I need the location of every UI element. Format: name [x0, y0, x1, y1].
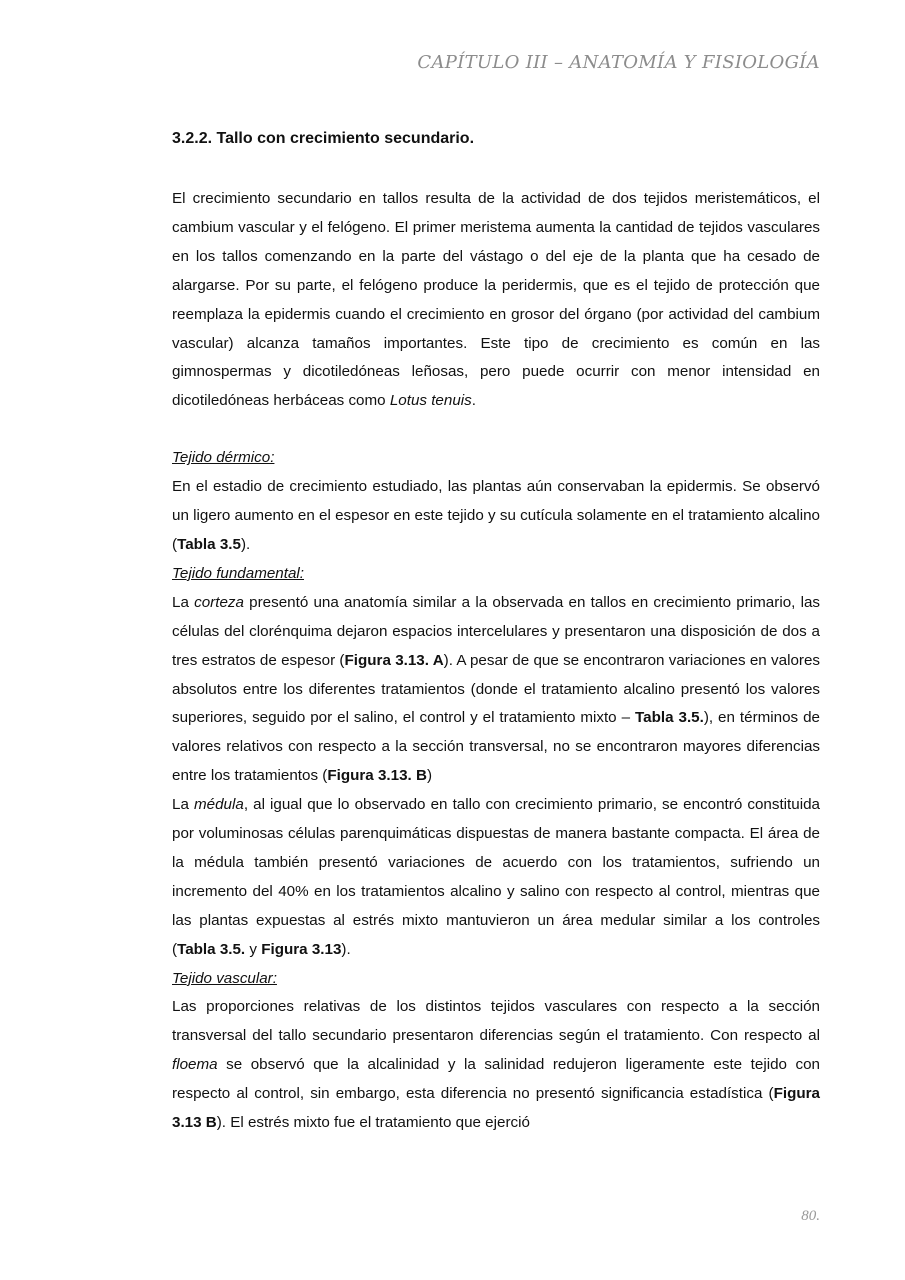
corteza-paragraph: [172, 589, 820, 791]
vascular-paragraph: [172, 993, 820, 1138]
table-reference: Tabla 3.5: [177, 535, 241, 553]
figure-reference: Figura 3.13 B: [172, 1085, 820, 1132]
vascular-text: Las proporciones relativas de los distintos tejidos vasculares con respecto a la sección transversal del tallo secundario presentaron diferencias según el tratamiento. Con respecto al: [172, 998, 820, 1045]
vascular-text-end: ). El estrés mixto fue el tratamiento que ejerció: [216, 1114, 530, 1132]
heading-tejido-vascular: Tejido vascular:: [172, 969, 277, 987]
table-reference: Tabla 3.5.: [635, 709, 704, 727]
heading-tejido-fundamental: Tejido fundamental:: [172, 564, 304, 582]
medula-text-end: ).: [341, 940, 351, 958]
table-reference: Tabla 3.5.: [177, 940, 246, 958]
corteza-text: ), en términos de valores relativos con respecto a la sección transversal, no se encontraron mayores diferencias entre los tratamientos (: [172, 709, 820, 785]
dermico-text-end: ).: [240, 535, 251, 553]
page-number: 80.: [801, 1208, 820, 1224]
medula-text: , al igual que lo observado en tallo con crecimiento primario, se encontró constituida por voluminosas células parenquimáticas dispuestas de manera bastante compacta. El área de la médula también presentó variaciones de acuerdo con los tratamientos, sufriendo un incremento del 40% en los tratamientos alcalino y salino con respecto al control, mientras que las plantas expuestas al estrés mixto mantuvieron un área medular similar a los controles (: [172, 796, 820, 958]
chapter-header: CAPÍTULO III – ANATOMÍA Y FISIOLOGÍA: [417, 52, 820, 73]
dermico-text: En el estadio de crecimiento estudiado, las plantas aún conservaban la epidermis. Se observó un ligero aumento en el espesor en este tejido y su cutícula solamente en el tratamiento alcalino (: [172, 478, 820, 553]
intro-paragraph: [172, 185, 820, 416]
intro-text-end: .: [471, 392, 476, 410]
intro-text: El crecimiento secundario en tallos resulta de la actividad de dos tejidos meristemáticos, el cambium vascular y el felógeno. El primer meristema aumenta la cantidad de tejidos vasculares en los tallos comenzando en la parte del vástago o del eje de la planta que ha cesado de alargarse. Por su parte, el felógeno produce la peridermis, que es el tejido de protección que reemplaza la epidermis cuando el crecimiento en grosor del órgano (por actividad del cambium vascular) alcanza tamaños importantes. Este tipo de crecimiento es común en las gimnospermas y dicotiledóneas leñosas, pero puede ocurrir con menor intensidad en dicotiledóneas herbáceas como: [172, 190, 820, 410]
dermico-paragraph: [172, 473, 820, 560]
corteza-text: La: [172, 593, 195, 611]
figure-reference: Figura 3.13. B: [327, 767, 427, 785]
term-corteza: corteza: [194, 593, 244, 611]
corteza-text-end: ): [426, 767, 432, 785]
corteza-text: presentó una anatomía similar a la observada en tallos en crecimiento primario, las células del clorénquima dejaron espacios intercelulares y presentaron una disposición de dos a tres estratos de espesor (: [172, 593, 820, 669]
section-title: 3.2.2. Tallo con crecimiento secundario.: [172, 130, 475, 147]
medula-text: y: [245, 940, 262, 958]
vascular-text: se observó que la alcalinidad y la salinidad redujeron ligeramente este tejido con respecto al control, sin embargo, esta diferencia no presentó significancia estadística (: [172, 1056, 820, 1103]
medula-text: La: [172, 796, 194, 814]
figure-reference: Figura 3.13: [261, 940, 342, 958]
term-medula: médula: [194, 796, 244, 814]
term-floema: floema: [172, 1056, 218, 1074]
paragraph-gap: [172, 416, 820, 444]
species-name: Lotus tenuis: [389, 392, 472, 410]
corteza-text: ). A pesar de que se encontraron variaciones en valores absolutos entre los diferentes tratamientos (donde el tratamiento alcalino presentó los valores superiores, seguido por el salino, el control y el tratamiento mixto –: [172, 651, 821, 727]
figure-reference: Figura 3.13. A: [344, 651, 444, 669]
document-body: [172, 185, 820, 1138]
heading-tejido-dermico: Tejido dérmico:: [172, 449, 275, 467]
medula-paragraph: [172, 791, 820, 964]
